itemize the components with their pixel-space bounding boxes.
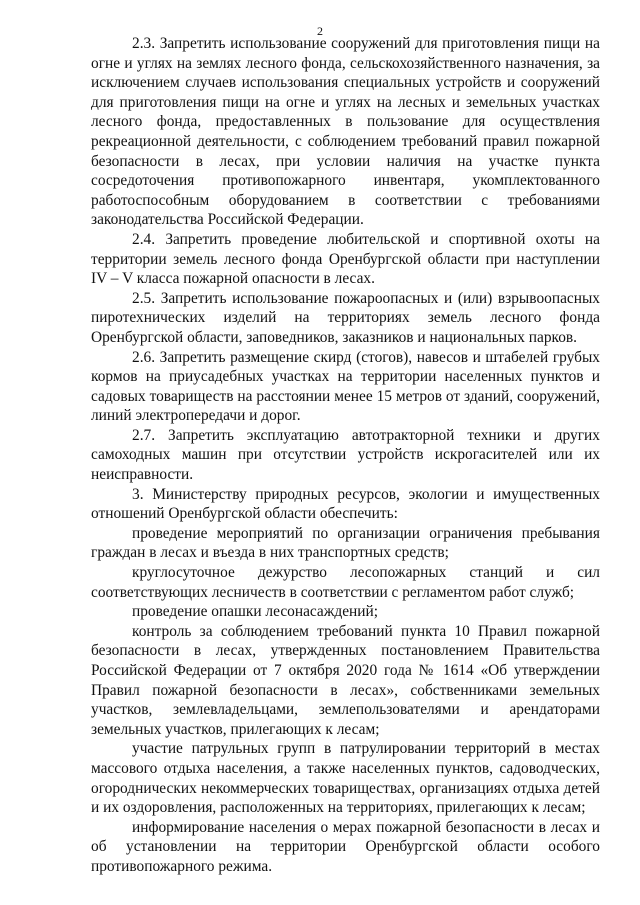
page-number: 2	[317, 24, 323, 38]
paragraph-2-3: 2.3. Запретить использование сооружений для приготовления пищи на огне и углях на землях лесного фонда, сельскохозяйственного назначения, за исключением случаев использования специальных устройств и сооружений для приготовления пищи на огне и углях на лесных и земельных участках лесного фонда, предоставленных в пользование для осуществления рекреационной деятельности, с соблюдением требований правил пожарной безопасности в лесах, при условии наличия на участке пункта сосредоточения противопожарного инвентаря, укомплектованного работоспособным оборудованием в соответствии с требованиями законодательства Российской Федерации.	[91, 35, 600, 229]
paragraph-2-4: 2.4. Запретить проведение любительской и спортивной охоты на территории земель лесного фонда Оренбургской области при наступлении IV – V класса пожарной опасности в лесах.	[91, 230, 600, 288]
document-body	[91, 34, 600, 877]
list-item-control: контроль за соблюдением требований пункта 10 Правил пожарной безопасности в лесах, утвержденных постановлением Правительства Российской Федерации от 7 октября 2020 года № 1614 «Об утверждении Правил пожарной безопасности в лесах», собственниками земельных участков, землевладельцами, землепользователями и арендаторами земельных участков, прилегающих к лесам;	[91, 622, 600, 738]
list-item-restriction: проведение мероприятий по организации ограничения пребывания граждан в лесах и въезда в них транспортных средств;	[91, 524, 600, 562]
list-item-patrol: участие патрульных групп в патрулировании территорий в местах массового отдыха населения, а также населенных пунктов, садоводческих, огороднических некоммерческих товариществах, организациях отдыха детей и их оздоровления, расположенных на территориях, прилегающих к лесам;	[91, 740, 600, 817]
paragraph-2-6: 2.6. Запретить размещение скирд (стогов), навесов и штабелей грубых кормов на приусадебных участках на территории населенных пунктов и садовых товариществ на расстоянии менее 15 метров от зданий, сооружений, линий электропередачи и дорог.	[91, 348, 600, 425]
paragraph-2-5: 2.5. Запретить использование пожароопасных и (или) взрывоопасных пиротехнических изделий на территориях земель лесного фонда Оренбургской области, заповедников, заказников и национальных парков.	[91, 289, 600, 346]
list-item-plowing: проведение опашки лесонасаждений;	[132, 603, 379, 621]
list-item-informing: информирование населения о мерах пожарной безопасности в лесах и об установлении на территории Оренбургской области особого противопожарного режима.	[91, 818, 600, 875]
paragraph-2-7: 2.7. Запретить эксплуатацию автотракторной техники и других самоходных машин при отсутствии устройств искрогасителей или их неисправности.	[91, 426, 600, 484]
list-item-duty: круглосуточное дежурство лесопожарных станций и сил соответствующих лесничеств в соответствии с регламентом работ служб;	[91, 564, 600, 601]
paragraph-3: 3. Министерству природных ресурсов, экологии и имущественных отношений Оренбургской области обеспечить:	[91, 485, 600, 523]
